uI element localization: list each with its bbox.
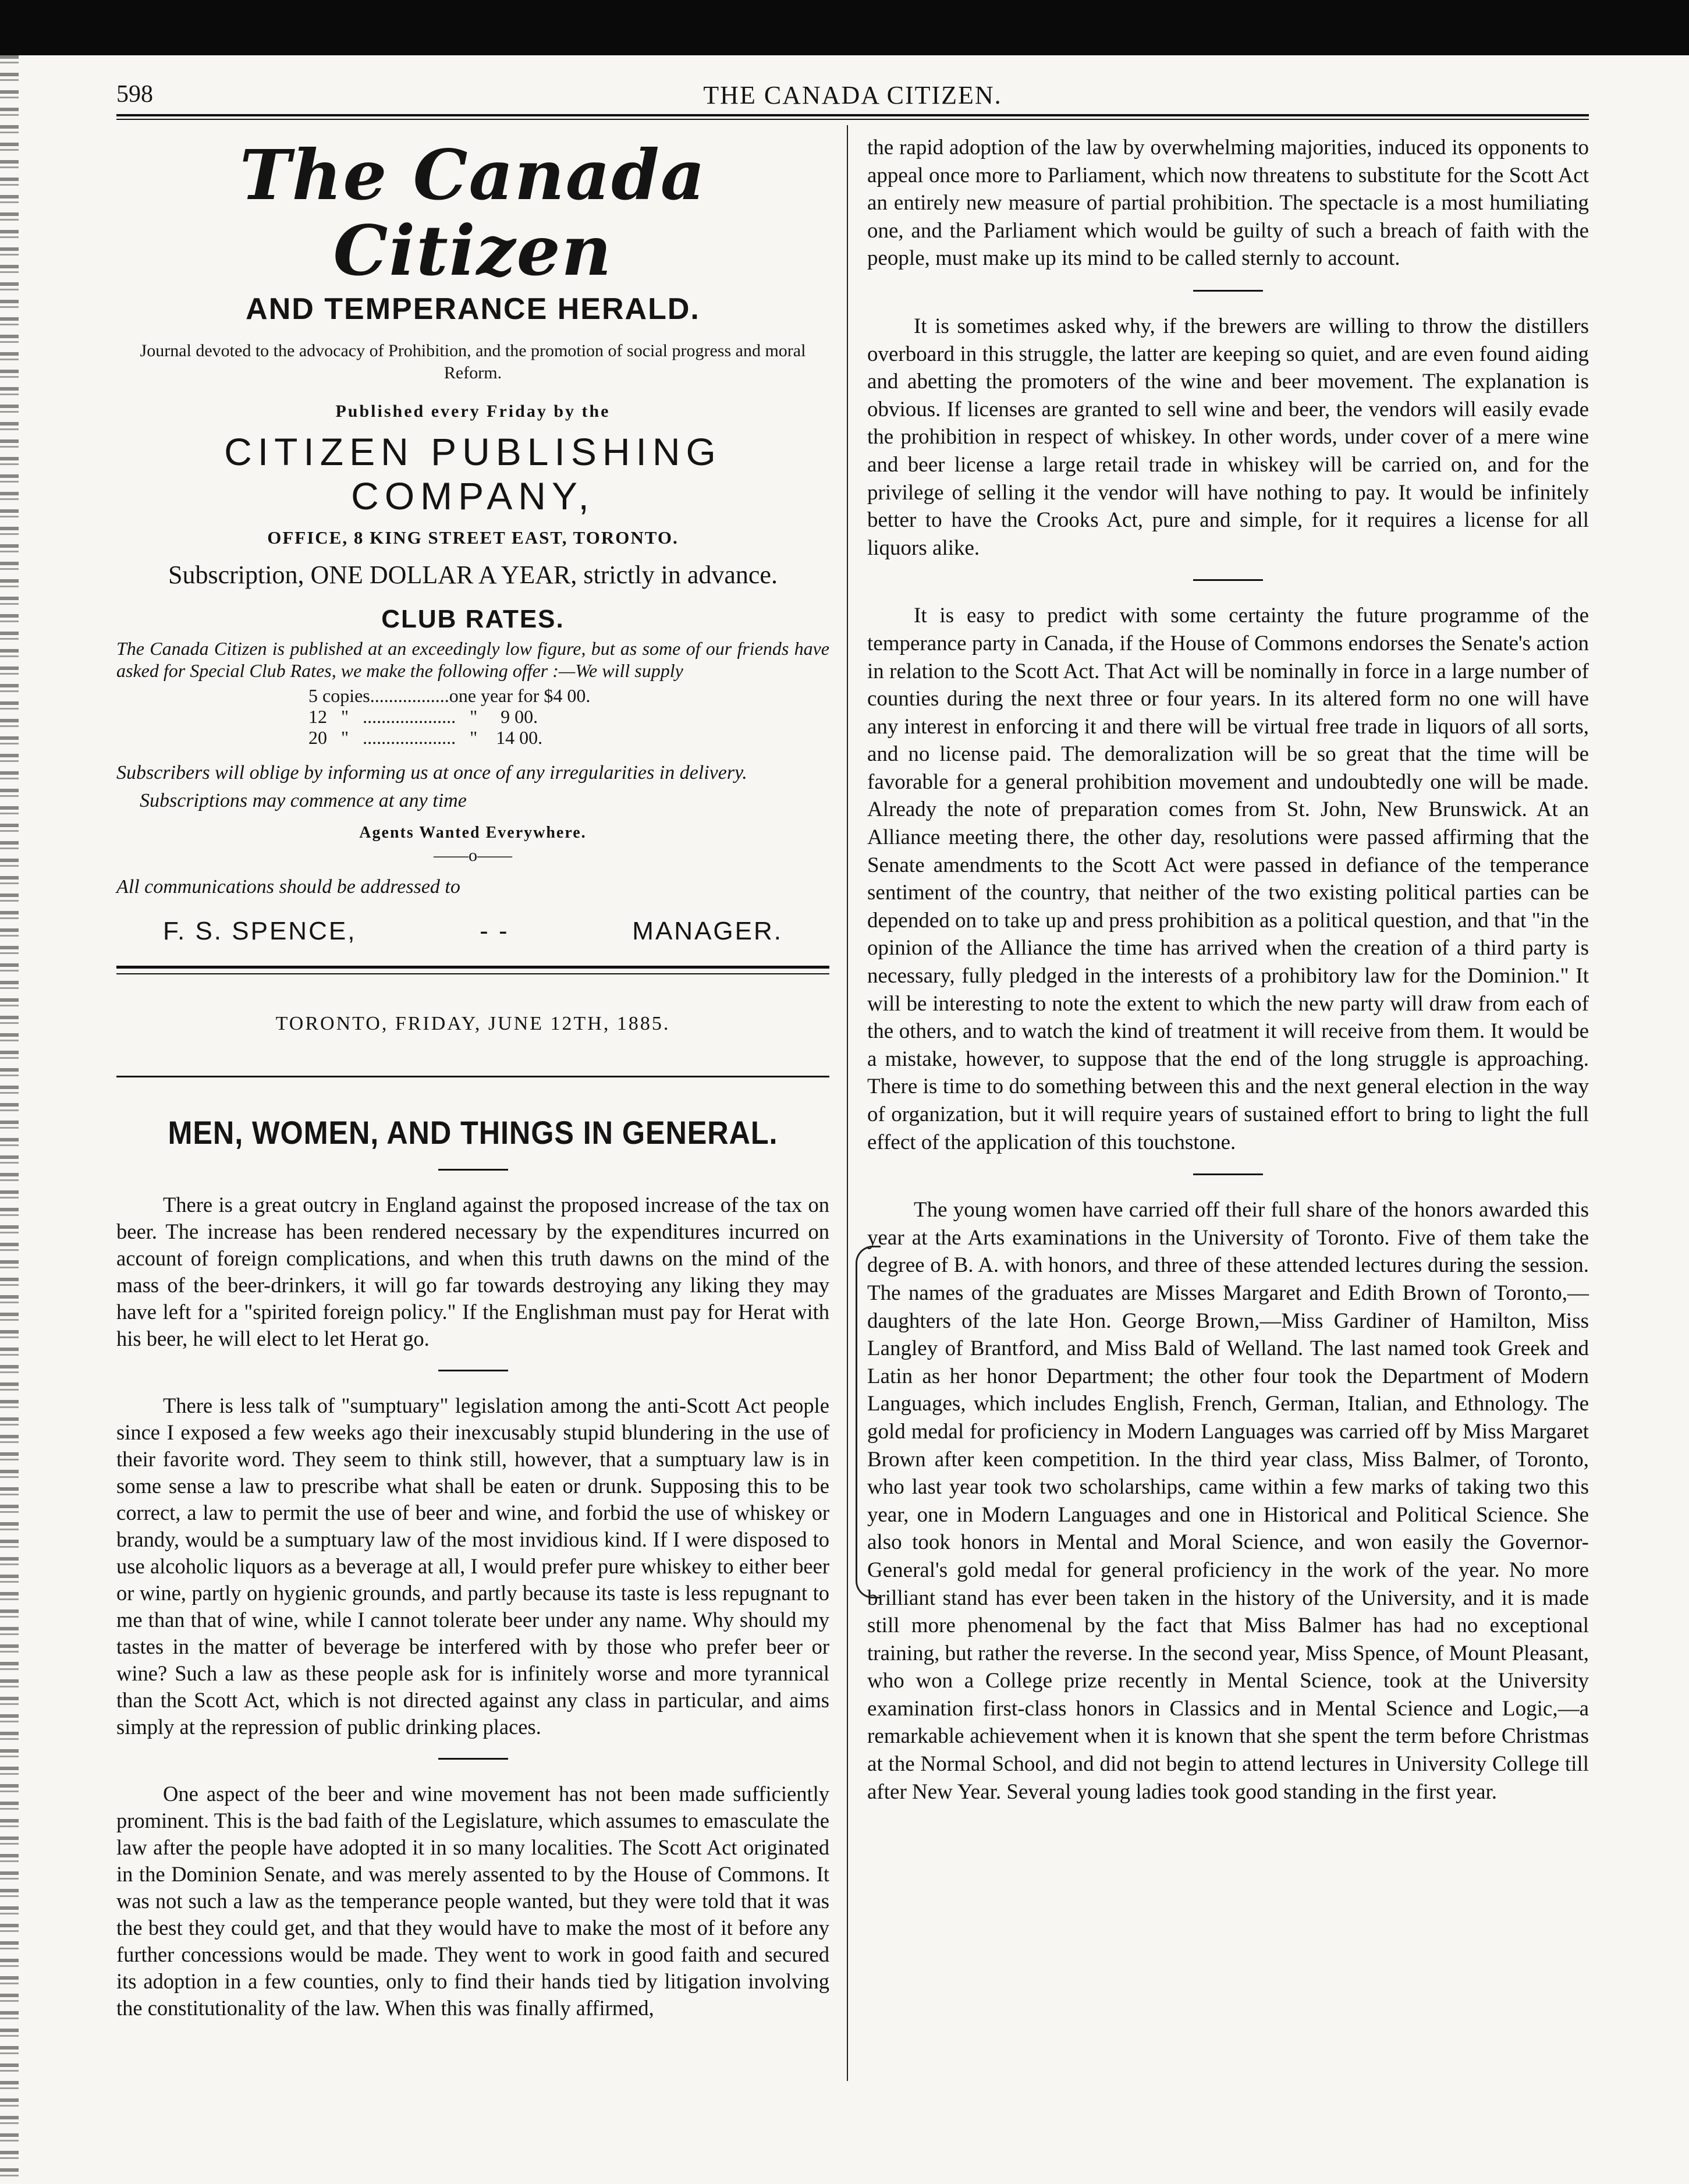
- rate-row: 5 copies.................one year for $4 00.: [308, 685, 591, 706]
- column-divider: [847, 125, 848, 2081]
- ornament-divider: ——o——: [434, 846, 512, 865]
- publisher-name: CITIZEN PUBLISHING COMPANY,: [224, 430, 722, 517]
- article-paragraph: There is a great outcry in England against the proposed increase of the tax on beer. The increase has been rendered necessary by the expenditures incurred on account of foreign complications, and when this truth dawns on the mind of the mass of the beer-drinkers, it will go far towards destroying any liking they may have left for a "spirited foreign policy." If the Englishman must pay for Herat with his beer, he will elect to let Herat go.: [116, 1193, 829, 1350]
- scan-left-edge: [0, 55, 19, 2184]
- scan-top-border: [0, 0, 1689, 55]
- rate-row: 20 " .................... " 14 00.: [308, 727, 543, 748]
- irregularities-notice: Subscribers will oblige by informing us at once of any irregularities in delivery.: [116, 762, 747, 783]
- published-line: Published every Friday by the: [335, 402, 611, 421]
- article-paragraph: There is less talk of "sumptuary" legislation among the anti-Scott Act people since I exposed a few weeks ago their inexcusably stupid blundering in the use of their favorite word. They seem to think still, however, that a sumptuary law is in some sense a law to prescribe what shall be eaten or drunk. Supposing this to be correct, a law to permit the use of beer and wine, and forbid the use of whiskey or brandy, would be a sumptuary law of the most invidious kind. If I were disposed to use alcoholic liquors as a beverage at all, I would prefer pure whiskey to either beer or wine, partly on hygienic grounds, and partly because its taste is less repugnant to me than that of wine, while I cannot tolerate beer under any name. Why should my tastes in the matter of beverage be interfered with by those who prefer beer or wine? Such a law as these people ask for is infinitely worse and more tyrannical than the Scott Act, which is not directed against any class in particular, and aims simply at the repression of public drinking places.: [116, 1394, 829, 1739]
- manager-line: [116, 917, 829, 946]
- left-column: [116, 134, 829, 2022]
- running-head: [116, 80, 1589, 115]
- subscriptions-notice: Subscriptions may commence at any time: [140, 790, 467, 811]
- subscription-price: Subscription, ONE DOLLAR A YEAR, strictly in advance.: [168, 561, 778, 589]
- article-paragraph: The young women have carried off their full share of the honors awarded this year at the Arts examinations in the University of Toronto. Five of them take the degree of B. A. with honors, and three of these attended lectures during the session. The names of the graduates are Misses Margaret and Edith Brown of Toronto,—daughters of the late Hon. George Brown,—Miss Gardiner of Hamilton, Miss Langley of Brantford, and Miss Bald of Welland. The last named took Greek and Latin as her honor Department; the other four took the Department of Modern Languages, which includes English, French, German, Italian, and Ethnology. The gold medal for proficiency in Modern Languages was carried off by Miss Margaret Brown after keen competition. In the third year class, Miss Balmer, of Toronto, who last year took two scholarships, came within a few marks of taking two this year, one in Modern Languages and one in Historical and Political Science. She also took honors in Mental and Moral Science, and won easily the Governor-General's gold medal for general proficiency in the work of the year. No more brilliant stand has ever been taken in the history of the University, and it is made still more phenomenal by the fact that Miss Balmer has had no exceptional training, but rather the reverse. In the second year, Miss Spence, of Mount Pleasant, who won a College prize recently in Mental Science, took at the University examination first-class honors in Classics and in Mental Science and Logic,—a remarkable achievement when it is known that she spent the term before Christmas at the Normal School, and did not begin to attend lectures in University College till after New Year. Several young ladies took good standing in the first year.: [867, 1198, 1589, 1804]
- article-paragraph: One aspect of the beer and wine movement has not been made sufficiently prominent. This is the bad faith of the Legislature, which assumes to emasculate the law after the people have adopted it in so many localities. The Scott Act originated in the Dominion Senate, and was merely assented to by the House of Commons. It was not such a law as the temperance people wanted, but they were told that it was the best they could get, and that they would have to make the most of it before any further concessions would be made. They went to work in good faith and secured its adoption in a few counties, only to find their hands tied by litigation involving the constitutionality of the law. When this was finally affirmed,: [116, 1782, 829, 2020]
- manager-title: MANAGER.: [632, 917, 783, 945]
- short-rule: [1193, 1173, 1263, 1175]
- article-paragraph: It is sometimes asked why, if the brewers are willing to throw the distillers overboard in this struggle, the latter are keeping so quiet, and are even found aiding and abetting the promoters of the wine and beer movement. The explanation is obvious. If licenses are granted to sell wine and beer, the vendors will easily evade the prohibition in respect of whiskey. In other words, under cover of a mere wine and beer license a large retail trade in whiskey will be carried on, and for the privilege of selling it the vendor will have nothing to pay. It would be infinitely better to have the Crooks Act, pure and simple, for it requires a license for all liquors alike.: [867, 314, 1589, 560]
- header-rule: [116, 114, 1589, 120]
- masthead-double-rule: [116, 966, 829, 974]
- article-paragraph: the rapid adoption of the law by overwhelming majorities, induced its opponents to appeal once more to Parliament, which now threatens to substitute for the Scott Act an entirely new measure of partial prohibition. The spectacle is a most humiliating one, and the Parliament which would be guilty of such a breach of faith with the people, must make up its mind to be called sternly to account.: [867, 136, 1589, 271]
- short-rule: [1193, 579, 1263, 581]
- short-rule: [438, 1758, 508, 1760]
- right-column: [867, 134, 1589, 1806]
- agents-wanted: Agents Wanted Everywhere.: [359, 824, 587, 842]
- club-rates-intro: The Canada Citizen is published at an exceedingly low figure, but as some of our friends have asked for Special Club Rates, we make the following offer :—We will supply: [116, 638, 829, 681]
- masthead-title: The Canada Citizen: [239, 134, 707, 291]
- article-paragraph: It is easy to predict with some certainty the future programme of the temperance party in Canada, if the House of Commons endorses the Senate's action in relation to the Scott Act. That Act will be nominally in force in a large number of counties during the next three or four years. In its altered form no one will have any interest in enforcing it and there will be virtual free trade in liquors of all sorts, and no license paid. The demoralization will be so great that the time will be favorable for a general prohibition movement and undoubtedly one will be made. Already the note of preparation comes from St. John, New Brunswick. At an Alliance meeting there, the other day, resolutions were passed affirming that the Senate amendments to the Scott Act were passed in defiance of the temperance sentiment of the country, that neither of the two existing political parties can be depended on to take up and press prohibition as a political question, and that "in the opinion of the Alliance the time has arrived when the creation of a third party is necessary, fully pledged in the interests of a prohibitory law for the Dominion." It will be interesting to note the extent to which the new party will draw from each of the others, and to watch the kind of treatment it will receive from them. It would be a mistake, however, to suppose that the end of the long struggle is approaching. There is time to do something between this and the next general election in the way of organization, but it will require years of sustained effort to bring to light the full effect of the application of this touchstone.: [867, 604, 1589, 1154]
- club-rates-heading: CLUB RATES.: [381, 605, 565, 633]
- dateline: TORONTO, FRIDAY, JUNE 12TH, 1885.: [275, 1013, 670, 1034]
- manager-separator: - -: [480, 917, 509, 945]
- communications-notice: All communications should be addressed to: [116, 876, 460, 898]
- short-rule: [438, 1169, 508, 1171]
- manager-name: F. S. SPENCE,: [163, 917, 357, 945]
- club-rates-table: [308, 685, 829, 748]
- masthead-description: Journal devoted to the advocacy of Prohibition, and the promotion of social progress and moral Reform.: [140, 341, 806, 382]
- running-title: THE CANADA CITIZEN.: [703, 81, 1002, 109]
- page-number: 598: [116, 81, 153, 108]
- margin-bracket-mark: [856, 1246, 881, 1598]
- rate-row: 12 " .................... " 9 00.: [308, 706, 538, 727]
- masthead-subtitle: AND TEMPERANCE HERALD.: [246, 292, 700, 326]
- section-heading: MEN, WOMEN, AND THINGS IN GENERAL.: [168, 1114, 778, 1151]
- short-rule: [438, 1370, 508, 1371]
- section-rule: [116, 1076, 829, 1077]
- short-rule: [1193, 290, 1263, 292]
- office-address: OFFICE, 8 KING STREET EAST, TORONTO.: [267, 527, 679, 548]
